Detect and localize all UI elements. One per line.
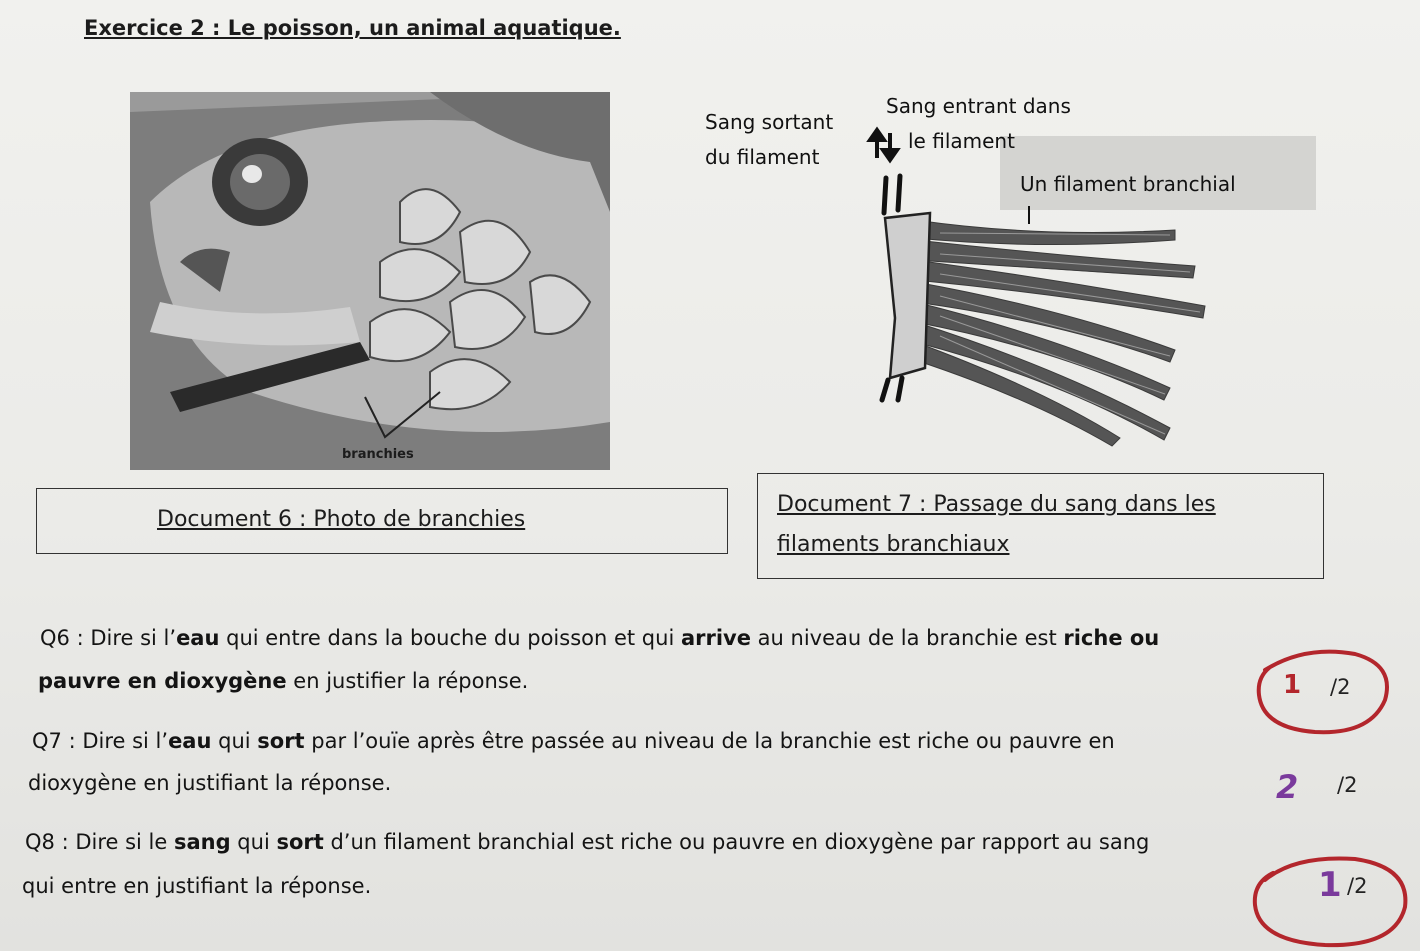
question-text-run: Q7 : Dire si l’ (32, 729, 169, 753)
q8-grade-mark: 1 (1318, 865, 1342, 905)
document-6-caption: Document 6 : Photo de branchies (157, 507, 526, 532)
question-text-run: qui entre en justifiant la réponse. (22, 874, 372, 898)
exercise-title: Exercice 2 : Le poisson, un animal aquatique. (84, 16, 621, 40)
fish-head-image (130, 92, 610, 470)
question-text-run: Q8 : Dire si le (25, 830, 174, 854)
label-blood-in-line1: Sang entrant dans (886, 94, 1071, 118)
question-q8-line1 (25, 830, 1149, 854)
document-7-caption-box (757, 473, 1324, 579)
question-text-run: au niveau de la branchie est (750, 626, 1064, 650)
gill-photo (130, 92, 610, 470)
question-q8-line2 (22, 874, 371, 898)
document-6-caption-box (36, 488, 728, 554)
question-q6-line2 (38, 669, 528, 693)
question-q7-line1 (32, 729, 1115, 753)
document-7-caption-line2: filaments branchiaux (777, 532, 1010, 557)
question-q7-line2 (28, 771, 391, 795)
gill-filament-diagram (700, 88, 1320, 468)
question-text-run: qui entre dans la bouche du poisson et qui (219, 626, 681, 650)
q7-grade-mark: 2 (1276, 768, 1299, 806)
question-text-run: arrive (680, 626, 751, 650)
q6-red-circle (1245, 640, 1395, 740)
question-text-run: riche ou (1063, 626, 1160, 650)
branchies-label: branchies (342, 447, 414, 462)
q6-grade-mark: 1 (1283, 670, 1302, 700)
q7-score: /2 (1337, 773, 1358, 797)
label-blood-out-line1: Sang sortant (705, 110, 834, 134)
question-text-run: eau (176, 626, 220, 650)
label-blood-in-line2: le filament (908, 129, 1015, 153)
question-text-run: en justifier la réponse. (286, 669, 529, 693)
label-gill-filament: Un filament branchial (1020, 172, 1236, 196)
question-text-run: qui (230, 830, 277, 854)
question-text-run: sort (276, 830, 324, 854)
q8-red-circle (1245, 845, 1415, 951)
question-text-run: par l’ouïe après être passée au niveau de la branchie est riche ou pauvre en (304, 729, 1115, 753)
q8-score: /2 (1347, 874, 1368, 898)
question-text-run: qui (211, 729, 258, 753)
question-q6-line1 (40, 626, 1159, 650)
question-text-run: pauvre en dioxygène (38, 669, 287, 693)
q6-score: /2 (1330, 675, 1351, 699)
question-text-run: sang (173, 830, 231, 854)
question-text-run: sort (257, 729, 305, 753)
document-7-caption-line1: Document 7 : Passage du sang dans les (777, 492, 1216, 517)
question-text-run: eau (168, 729, 212, 753)
question-text-run: dioxygène en justifiant la réponse. (28, 771, 392, 795)
question-text-run: d’un filament branchial est riche ou pauvre en dioxygène par rapport au sang (323, 830, 1150, 854)
label-blood-out-line2: du filament (705, 145, 820, 169)
question-text-run: Q6 : Dire si l’ (40, 626, 177, 650)
